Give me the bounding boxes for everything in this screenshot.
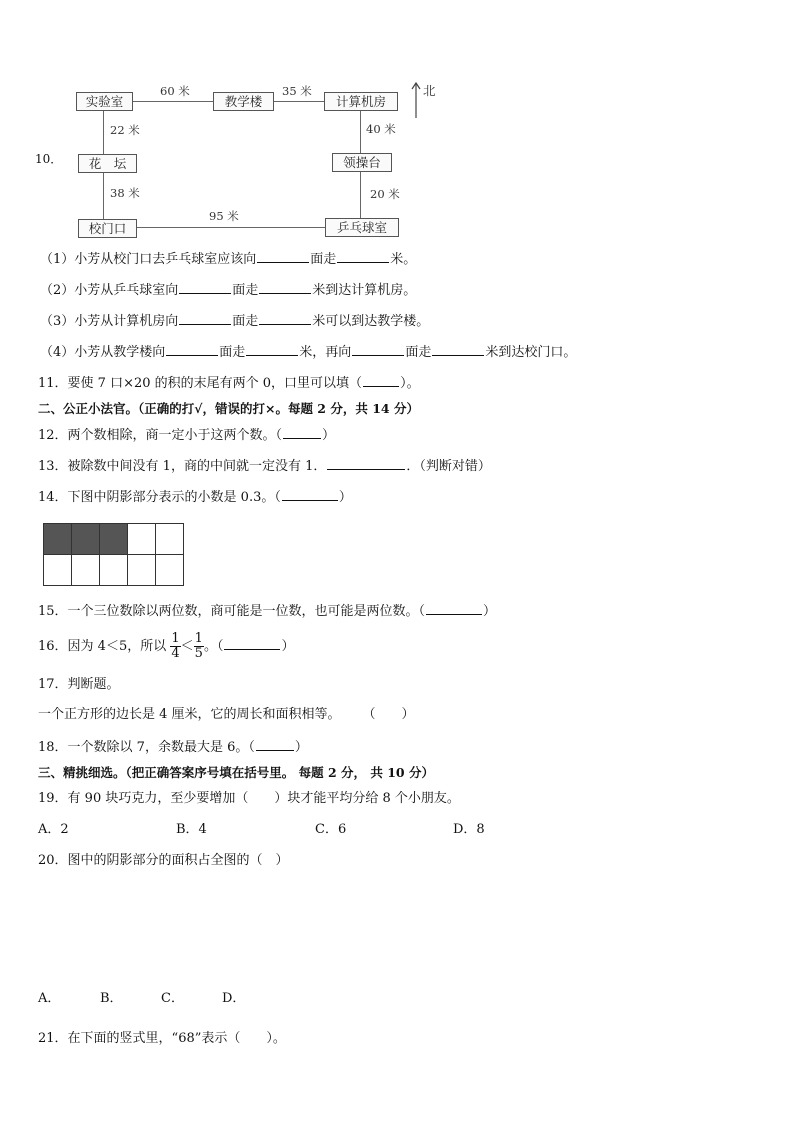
q19-option-a[interactable]: A．2 [38, 822, 69, 837]
map-computer-room: 计算机房 [324, 92, 398, 111]
fraction-one-fifth: $\frac{1}{5}$ [194, 631, 203, 661]
map-distance: 22 米 [110, 123, 140, 137]
q19-option-d[interactable]: D．8 [453, 822, 485, 837]
q11: 11．要使 7 口×20 的积的末尾有两个 0，口里可以填（ ）。 [38, 376, 420, 391]
q10-sub2: （2）小芳从乒乓球室向 面走 米到达计算机房。 [40, 283, 417, 298]
map-line [137, 227, 325, 228]
q18: 18．一个数除以 7，余数最大是 6。（ ） [38, 740, 308, 755]
grid-cell-shaded [44, 524, 72, 555]
grid-cell [128, 524, 156, 555]
q19-option-c[interactable]: C．6 [315, 822, 347, 837]
q17-statement: 一个正方形的边长是 4 厘米，它的周长和面积相等。 （ ） [38, 707, 415, 722]
q13: 13．被除数中间没有 1，商的中间就一定没有 1． ．（判断对错） [38, 459, 491, 474]
map-distance: 60 米 [160, 84, 190, 98]
q20-option-c[interactable]: C． [161, 991, 184, 1006]
grid-cell [156, 524, 184, 555]
map-line [103, 173, 104, 219]
grid-cell [128, 555, 156, 586]
grid-cell-shaded [72, 524, 100, 555]
q20: 20．图中的阴影部分的面积占全图的（ ） [38, 853, 289, 868]
q19-option-b[interactable]: B．4 [176, 822, 207, 837]
q15: 15．一个三位数除以两位数，商可能是一位数，也可能是两位数。（ ） [38, 604, 497, 619]
grid-cell [100, 555, 128, 586]
map-distance: 40 米 [366, 122, 396, 136]
q10-sub3: （3）小芳从计算机房向 面走 米可以到达教学楼。 [40, 314, 430, 329]
q19: 19．有 90 块巧克力，至少要增加（ ）块才能平均分给 8 个小朋友。 [38, 791, 460, 806]
map-line [272, 101, 324, 102]
map-line [131, 101, 213, 102]
q17: 17．判断题。 [38, 677, 120, 692]
map-teaching-building: 教学楼 [213, 92, 274, 111]
grid-cell [72, 555, 100, 586]
q20-option-d[interactable]: D． [222, 991, 246, 1006]
map-line [360, 172, 361, 218]
decimal-grid [43, 523, 184, 586]
q16: 16．因为 4＜5，所以 $\frac{1}{4}$ ＜ $\frac{1}{5}$ 。（ ） [38, 631, 295, 661]
q14: 14．下图中阴影部分表示的小数是 0.3。（ ） [38, 490, 352, 505]
map-line [103, 111, 104, 154]
q10-sub1: （1）小芳从校门口去乒乓球室应该向 面走 米。 [40, 252, 417, 267]
map-distance: 35 米 [282, 84, 312, 98]
map-flower-bed: 花 坛 [78, 154, 137, 173]
map-distance: 95 米 [209, 209, 239, 223]
map-stage: 领操台 [332, 153, 392, 172]
map-distance: 38 米 [110, 186, 140, 200]
grid-cell [156, 555, 184, 586]
section-3-heading: 三、精挑细选。（把正确答案序号填在括号里。 每题 2 分， 共 10 分） [38, 765, 434, 780]
map-north-label: 北 [423, 83, 436, 98]
q10-sub4: （4）小芳从教学楼向 面走 米，再向 面走 米到达校门口。 [40, 345, 577, 360]
map-lab: 实验室 [76, 92, 133, 111]
q12: 12．两个数相除，商一定小于这两个数。（ ） [38, 428, 336, 443]
map-distance: 20 米 [370, 187, 400, 201]
fraction-one-quarter: $\frac{1}{4}$ [171, 631, 180, 661]
map-pingpong-room: 乒乓球室 [325, 218, 399, 237]
q20-option-a[interactable]: A． [38, 991, 61, 1006]
q20-option-b[interactable]: B． [100, 991, 123, 1006]
q21: 21．在下面的竖式里，“68”表示（ ）。 [38, 1031, 286, 1046]
map-line [360, 111, 361, 154]
north-arrow-icon [410, 80, 422, 120]
grid-cell-shaded [100, 524, 128, 555]
grid-cell [44, 555, 72, 586]
q10-number: 10． [35, 152, 63, 166]
map-school-gate: 校门口 [78, 219, 137, 238]
section-2-heading: 二、公正小法官。（正确的打√，错误的打×。每题 2 分，共 14 分） [38, 401, 419, 416]
